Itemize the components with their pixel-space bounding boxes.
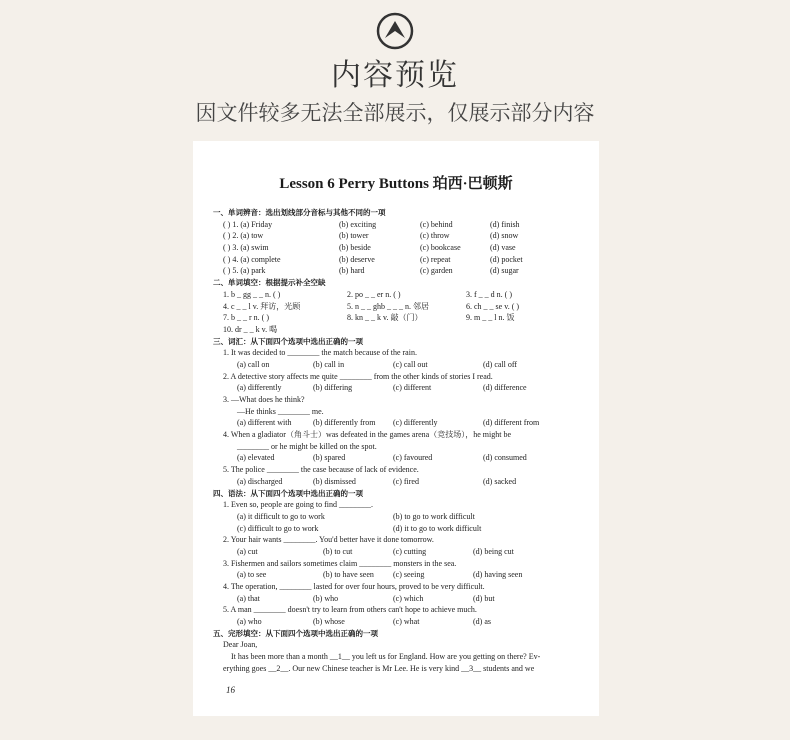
line-text: (d) being cut: [473, 546, 514, 556]
exercise-line: [213, 265, 583, 277]
line-text: 四、语法：从下面四个选项中选出正确的一项: [213, 488, 363, 498]
line-text: (d) sugar: [490, 266, 519, 276]
lesson-title: Lesson 6 Perry Buttons 珀西·巴顿斯: [279, 176, 513, 192]
line-text: (d) difference: [483, 383, 527, 393]
line-text: (c) what: [393, 617, 420, 627]
line-text: (b) to have seen: [323, 570, 374, 580]
line-text: (a) differently: [237, 383, 282, 393]
line-text: (d) as: [473, 617, 491, 627]
exercise-line: [213, 441, 583, 453]
line-text: ________ or he might be killed on the spot.: [237, 441, 377, 451]
exercise-line: [213, 347, 583, 359]
exercise-line: [213, 616, 583, 628]
line-text: 4. The operation, ________ lasted for over four hours, proved to be very difficult.: [223, 582, 485, 591]
exercise-line: [213, 230, 583, 242]
line-text: 6. ch _ _ se v. ( ): [466, 301, 520, 311]
line-text: 2. po _ _ er n. ( ): [347, 289, 401, 299]
line-text: (c) throw: [420, 231, 450, 241]
line-text: ( ) 4. (a) complete: [223, 254, 281, 264]
line-text: 3. Fishermen and sailors sometimes claim ________ monsters in the sea.: [223, 558, 457, 568]
exercise-line: [213, 581, 583, 593]
up-arrow-circle-icon: [376, 12, 414, 50]
exercise-line: [213, 593, 583, 605]
line-text: (d) vase: [490, 243, 516, 253]
exercise-content: [213, 207, 583, 675]
line-text: (d) consumed: [483, 453, 527, 463]
line-text: ( ) 2. (a) tow: [223, 231, 264, 241]
exercise-line: [213, 219, 583, 231]
line-text: It has been more than a month __1__ you left us for England. How are you getting on there? Ev-: [231, 652, 541, 662]
line-text: 4. When a gladiator（角斗士）was defeated in the games arena（竞技场），he might be: [223, 430, 511, 440]
line-text: 2. Your hair wants ________. You'd better have it done tomorrow.: [223, 535, 434, 545]
line-text: (c) which: [393, 593, 424, 603]
exercise-line: [213, 464, 583, 476]
exercise-line: [213, 476, 583, 488]
line-text: (a) discharged: [237, 476, 283, 486]
line-text: 一、单词辨音：选出划线部分音标与其他不同的一项: [213, 208, 386, 217]
line-text: (b) to go to work difficult: [393, 511, 475, 521]
section-heading: [213, 628, 583, 640]
line-text: (c) fired: [393, 476, 419, 486]
line-text: (a) elevated: [237, 453, 275, 463]
line-text: (c) repeat: [420, 254, 451, 264]
exercise-line: [213, 558, 583, 570]
line-text: (c) favoured: [393, 453, 433, 463]
line-text: 三、词汇：从下面四个选项中选出正确的一项: [213, 336, 363, 346]
section-heading: [213, 277, 583, 289]
line-text: (a) cut: [237, 546, 258, 556]
line-text: (c) call out: [393, 359, 428, 369]
line-text: (b) who: [313, 593, 339, 603]
line-text: (c) different: [393, 383, 432, 393]
line-text: 1. b _ gg _ _ n. ( ): [223, 289, 281, 299]
exercise-line: [213, 242, 583, 254]
line-text: 8. kn _ _ k v. 敲（门）: [347, 313, 423, 323]
page-number: 16: [226, 685, 235, 695]
exercise-line: [213, 452, 583, 464]
line-text: ( ) 3. (a) swim: [223, 243, 269, 253]
line-text: 1. It was decided to ________ the match because of the rain.: [223, 348, 417, 358]
exercise-line: [213, 569, 583, 581]
line-text: (d) but: [473, 593, 495, 603]
line-text: 1. Even so, people are going to find ________.: [223, 500, 373, 510]
line-text: 二、单词填空：根据提示补全空缺: [213, 278, 326, 288]
line-text: (d) having seen: [473, 570, 523, 580]
line-text: (b) exciting: [339, 219, 377, 229]
line-text: (a) who: [237, 617, 262, 627]
line-text: (b) spared: [313, 453, 346, 463]
line-text: ( ) 5. (a) park: [223, 266, 266, 276]
line-text: (a) call on: [237, 359, 270, 369]
line-text: ( ) 1. (a) Friday: [223, 219, 273, 229]
section-heading: [213, 207, 583, 219]
line-text: 7. b _ _ r n. ( ): [223, 313, 269, 323]
line-text: 5. The police ________ the case because of lack of evidence.: [223, 465, 419, 475]
line-text: (d) different from: [483, 418, 540, 428]
exercise-line: [213, 324, 583, 336]
section-subtitle: 因文件较多无法全部展示，仅展示部分内容: [195, 101, 595, 125]
exercise-line: [213, 312, 583, 324]
exercise-line: [213, 417, 583, 429]
exercise-line: [213, 663, 583, 675]
line-text: erything goes __2__. Our new Chinese teacher is Mr Lee. He is very kind __3__ students and we: [223, 663, 535, 673]
line-text: (b) tower: [339, 231, 369, 241]
line-text: 10. dr _ _ k v. 喝: [223, 324, 278, 334]
line-text: 五、完形填空：从下面四个选项中选出正确的一项: [213, 628, 378, 638]
exercise-line: [213, 534, 583, 546]
section-title: 内容预览: [331, 58, 459, 93]
line-text: (a) it difficult to go to work: [237, 511, 325, 521]
document-page-preview: [193, 141, 599, 716]
line-text: (b) whose: [313, 617, 345, 627]
line-text: (d) call off: [483, 359, 518, 369]
line-text: (c) cutting: [393, 546, 427, 556]
line-text: (b) hard: [339, 266, 365, 276]
exercise-line: [213, 371, 583, 383]
line-text: (c) garden: [420, 266, 453, 276]
section-heading: [213, 488, 583, 500]
exercise-line: [213, 523, 583, 535]
exercise-line: [213, 289, 583, 301]
line-text: (d) it to go to work difficult: [393, 523, 482, 533]
line-text: 3. —What does he think?: [223, 395, 305, 404]
line-text: (b) differing: [313, 383, 353, 393]
exercise-line: [213, 359, 583, 371]
exercise-line: [213, 301, 583, 313]
line-text: (c) bookcase: [420, 243, 461, 253]
exercise-line: [213, 499, 583, 511]
exercise-line: [213, 511, 583, 523]
exercise-line: [213, 406, 583, 418]
line-text: (a) different with: [237, 418, 292, 428]
line-text: 5. A man ________ doesn't try to learn from others can't hope to achieve much.: [223, 605, 477, 615]
line-text: (c) differently: [393, 418, 438, 428]
line-text: —He thinks ________ me.: [237, 406, 324, 416]
exercise-line: [213, 651, 583, 663]
line-text: (a) to see: [237, 570, 267, 580]
line-text: (b) differently from: [313, 418, 376, 428]
line-text: (d) pocket: [490, 254, 523, 264]
line-text: (d) sacked: [483, 476, 517, 486]
line-text: (d) snow: [490, 231, 519, 241]
exercise-line: [213, 546, 583, 558]
line-text: (c) behind: [420, 219, 453, 229]
line-text: (a) that: [237, 593, 260, 603]
line-text: 3. f _ _ d n. ( ): [466, 289, 512, 299]
line-text: 4. c _ _ l v. 拜访，光顾: [223, 301, 301, 311]
line-text: 2. A detective story affects me quite ________ from the other kinds of stories I read.: [223, 371, 493, 381]
line-text: (b) call in: [313, 359, 345, 369]
exercise-line: [213, 639, 583, 651]
line-text: Dear Joan,: [223, 640, 258, 650]
exercise-line: [213, 254, 583, 266]
line-text: (b) dismissed: [313, 476, 356, 486]
line-text: (c) seeing: [393, 570, 425, 580]
section-heading: [213, 336, 583, 348]
exercise-line: [213, 429, 583, 441]
exercise-line: [213, 394, 583, 406]
exercise-line: [213, 604, 583, 616]
line-text: 9. m _ _ l n. 饭: [466, 313, 515, 323]
line-text: (b) deserve: [339, 254, 375, 264]
line-text: (c) difficult to go to work: [237, 523, 319, 533]
line-text: (d) finish: [490, 219, 520, 229]
line-text: (b) beside: [339, 243, 371, 253]
line-text: (b) to cut: [323, 546, 353, 556]
line-text: 5. n _ _ ghb _ _ _ n. 邻居: [347, 301, 429, 311]
exercise-line: [213, 382, 583, 394]
